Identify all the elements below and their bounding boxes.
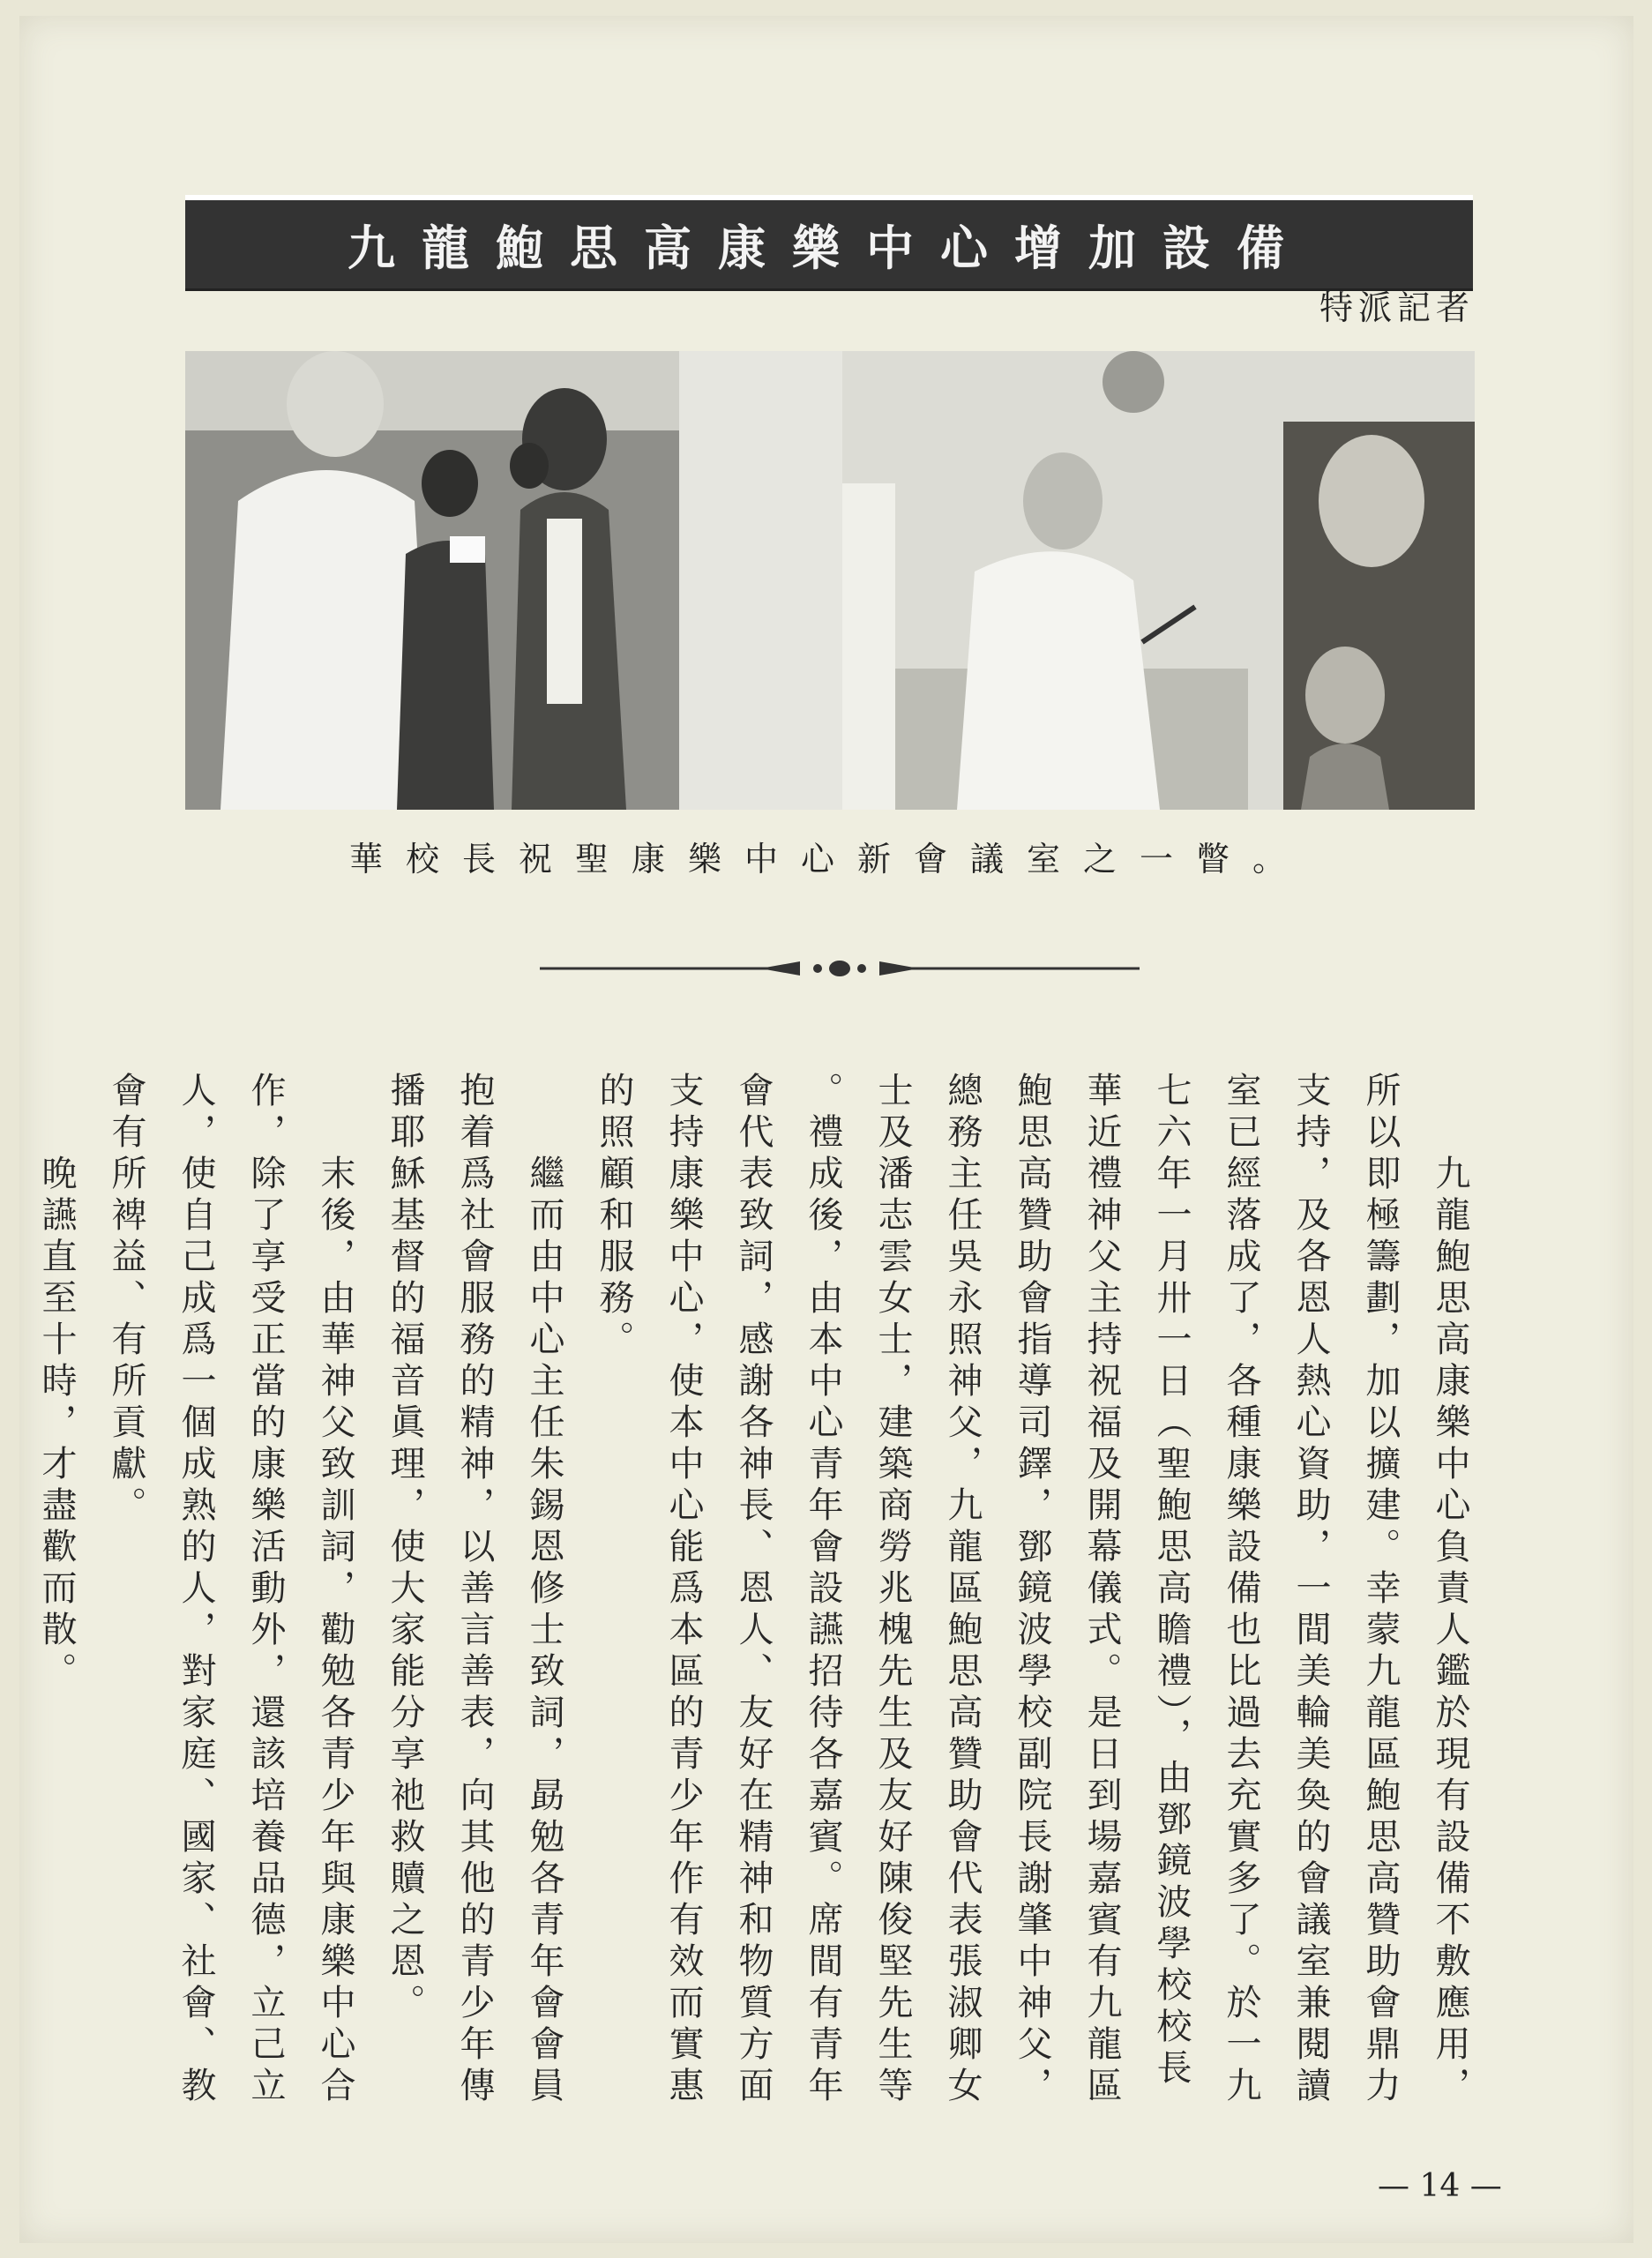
text-column: 的照顧和服務。 — [594, 1072, 634, 1362]
text-column: 末後，由華神父致訓詞，勸勉各青少年與康樂中心合 — [315, 1155, 355, 2108]
text-column: 所以即極籌劃，加以擴建。幸蒙九龍區鮑思高贊助會鼎力 — [1360, 1072, 1401, 2108]
text-column: 抱着爲社會服務的精神，以善言善表，向其他的青少年傳 — [454, 1072, 495, 2108]
article-title: 九龍鮑思高康樂中心增加設備 — [348, 220, 1311, 276]
byline: 特派記者 — [1319, 288, 1475, 327]
text-column: 支持康樂中心，使本中心能爲本區的青少年作有效而實惠 — [663, 1072, 704, 2108]
text-column: 人，使自己成爲一個成熟的人，對家庭、國家、社會、教 — [176, 1072, 216, 2108]
photo-caption: 華校長祝聖康樂中心新會議室之一瞥。 — [348, 840, 1309, 879]
text-column: 作，除了享受正當的康樂活動外，還該培養品德，立己立 — [245, 1072, 286, 2108]
text-column: 晚讌直至十時，才盡歡而散。 — [36, 1155, 77, 1694]
text-column: 繼而由中心主任朱錫恩修士致詞，勗勉各青年會會員 — [524, 1155, 564, 2108]
text-column: 播耶穌基督的福音眞理，使大家能分享祂救贖之恩。 — [385, 1072, 425, 2025]
text-column: 華近禮神父主持祝福及開幕儀式。是日到場嘉賓有九龍區 — [1081, 1072, 1122, 2108]
text-column: 士及潘志雲女士，建築商勞兆槐先生及友好陳俊堅先生等 — [872, 1072, 913, 2108]
text-column: 九龍鮑思高康樂中心負責人鑑於現有設備不敷應用， — [1430, 1155, 1470, 2108]
article-body — [36, 1072, 1473, 2165]
decorative-divider-icon — [540, 951, 1140, 986]
photo-priest-with-painting — [842, 351, 1475, 810]
text-column: 七六年一月卅一日（聖鮑思高瞻禮），由鄧鏡波學校校長 — [1151, 1072, 1192, 2090]
text-column: 室已經落成了，各種康樂設備也比過去充實多了。於一九 — [1221, 1072, 1261, 2108]
text-column: 支持，及各恩人熱心資助，一間美輪美奐的會議室兼閱讀 — [1290, 1072, 1331, 2108]
text-column: 鮑思高贊助會指導司鐸，鄧鏡波學校副院長謝肇中神父， — [1012, 1072, 1052, 2108]
text-column: 總務主任吳永照神父，九龍區鮑思高贊助會代表張淑卿女 — [942, 1072, 983, 2108]
page-number: — 14 — — [1378, 2168, 1502, 2204]
title-banner — [185, 195, 1473, 291]
text-column: 。禮成後，由本中心青年會設讌招待各嘉賓。席間有青年 — [803, 1072, 843, 2108]
photo-strip — [185, 351, 1475, 810]
text-column: 會代表致詞，感謝各神長、恩人、友好在精神和物質方面 — [733, 1072, 774, 2108]
photo-blessing-ceremony — [185, 351, 842, 810]
text-column: 會有所裨益、有所貢獻。 — [106, 1072, 146, 1528]
